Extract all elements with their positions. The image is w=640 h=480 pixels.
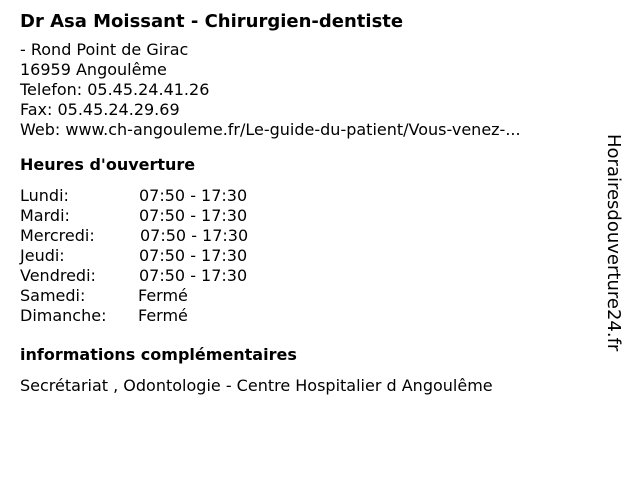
business-card xyxy=(20,10,600,396)
address-city: 16959 Angoulême xyxy=(20,60,167,79)
day-time: 07:50 - 17:30 xyxy=(139,246,248,265)
day-time: Fermé xyxy=(138,306,188,325)
additional-info-text: Secrétariat , Odontologie - Centre Hospitalier d Angoulême xyxy=(20,376,493,395)
day-label: Dimanche: xyxy=(20,306,107,325)
address-street: - Rond Point de Girac xyxy=(20,40,189,59)
day-label: Mercredi: xyxy=(20,226,95,245)
day-label: Samedi: xyxy=(20,286,86,305)
hours-row-friday xyxy=(20,266,600,286)
day-label: Mardi: xyxy=(20,206,70,225)
website-link[interactable]: Web: www.ch-angouleme.fr/Le-guide-du-patient/Vous-venez-... xyxy=(20,120,521,139)
opening-hours-heading: Heures d'ouverture xyxy=(20,155,196,174)
hours-row-sunday xyxy=(20,306,600,326)
day-time: 07:50 - 17:30 xyxy=(139,186,248,205)
day-label: Vendredi: xyxy=(20,266,96,285)
hours-row-monday xyxy=(20,186,600,206)
hours-row-tuesday xyxy=(20,206,600,226)
site-watermark: Horairesdouverture24.fr xyxy=(603,134,624,352)
day-label: Jeudi: xyxy=(20,246,65,265)
day-time: 07:50 - 17:30 xyxy=(140,226,249,245)
day-label: Lundi: xyxy=(20,186,69,205)
hours-row-thursday xyxy=(20,246,600,266)
phone-number: Telefon: 05.45.24.41.26 xyxy=(20,80,210,99)
day-time: Fermé xyxy=(138,286,188,305)
additional-info-heading: informations complémentaires xyxy=(20,345,297,364)
fax-number: Fax: 05.45.24.29.69 xyxy=(20,100,180,119)
day-time: 07:50 - 17:30 xyxy=(139,206,248,225)
hours-row-wednesday xyxy=(20,226,600,246)
opening-hours-list xyxy=(20,186,600,326)
hours-row-saturday xyxy=(20,286,600,306)
day-time: 07:50 - 17:30 xyxy=(139,266,248,285)
page-title: Dr Asa Moissant - Chirurgien-dentiste xyxy=(20,11,404,32)
